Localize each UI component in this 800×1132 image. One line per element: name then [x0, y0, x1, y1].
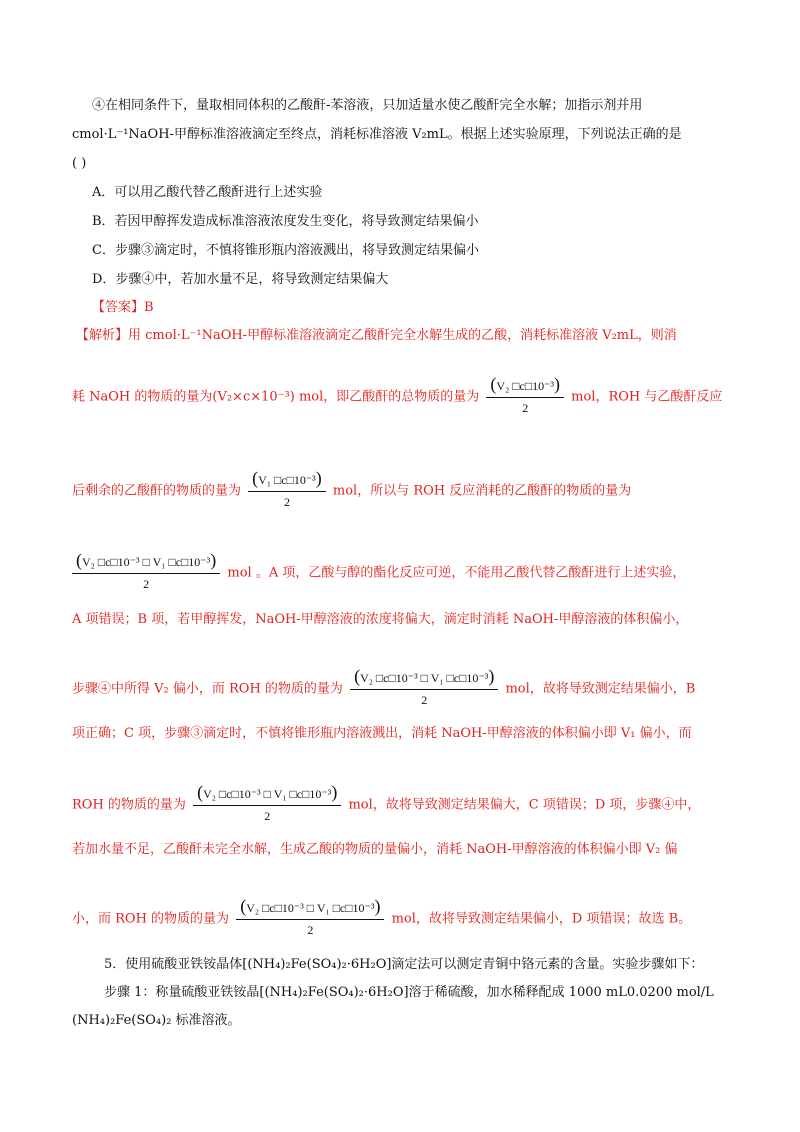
option-d: D．步骤④中，若加水量不足，将导致测定结果偏大 — [92, 272, 389, 287]
analysis-line4: $\frac{\text{(V₂ □c□10⁻³ □ V₁ □c□10⁻³)}}{2}$ mol 。A 项，乙酸与醇的酯化反应可逆，不能用乙酸代替乙酸酐进行上述实验， — [72, 552, 732, 594]
option-b: B．若因甲醇挥发造成标准溶液浓度发生变化，将导致测定结果偏小 — [92, 214, 479, 229]
option-c: C．步骤③滴定时，不慎将锥形瓶内溶液溅出，将导致测定结果偏小 — [92, 243, 479, 258]
answer-label: 【答案】B — [92, 300, 154, 315]
formula-remaining-anhydride: $\frac{\text{(V₁ □c□10⁻³)}}{2}$ — [248, 470, 326, 512]
option-a: A．可以用乙酸代替乙酸酐进行上述实验 — [92, 185, 323, 200]
formula-consumed-anhydride: $\frac{\text{(V₂ □c□10⁻³ □ V₁ □c□10⁻³)}}{2}$ — [72, 552, 220, 594]
formula-roh-d: $\frac{\text{(V₂ □c□10⁻³ □ V₁ □c□10⁻³)}}{2}$ — [236, 898, 384, 940]
formula-total-anhydride: $\frac{\text{(V₂ □c□10⁻³)}}{2}$ — [486, 376, 564, 418]
formula-roh-b: $\frac{\text{(V₂ □c□10⁻³ □ V₁ □c□10⁻³)}}{2}$ — [350, 668, 498, 710]
question-step4-line1: ④在相同条件下，量取相同体积的乙酸酐-苯溶液，只加适量水使乙酸酐完全水解；加指示剂并用 — [92, 98, 643, 113]
analysis-line8: ROH 的物质的量为 $\frac{\text{(V₂ □c□10⁻³ □ V₁ □c□10⁻³)}}{2}$ mol，故将导致测定结果偏大，C 项错误；D 项，步骤④中， — [72, 784, 732, 826]
analysis-line7: 项正确；C 项，步骤③滴定时，不慎将锥形瓶内溶液溅出，消耗 NaOH-甲醇溶液的体积偏小即 V₁ 偏小，而 — [72, 726, 692, 741]
analysis-line3: 后剩余的乙酸酐的物质的量为 $\frac{\text{(V₁ □c□10⁻³)}}{2}$ mol，所以与 ROH 反应消耗的乙酸酐的物质的量为 — [72, 470, 732, 512]
analysis-line5: A 项错误；B 项，若甲醇挥发，NaOH-甲醇溶液的浓度将偏大，滴定时消耗 NaOH-甲醇溶液的体积偏小， — [72, 612, 689, 627]
question-step4-line2: cmol·L⁻¹NaOH-甲醇标准溶液滴定至终点，消耗标准溶液 V₂mL。根据上述实验原理，下列说法正确的是 — [72, 127, 682, 142]
analysis-line2: 耗 NaOH 的物质的量为(V₂×c×10⁻³) mol，即乙酸酐的总物质的量为 $\frac{\text{(V₂ □c□10⁻³)}}{2}$ mol，ROH 与乙酸酐反应 — [72, 376, 732, 418]
analysis-line6: 步骤④中所得 V₂ 偏小，而 ROH 的物质的量为 $\frac{\text{(V₂ □c□10⁻³ □ V₁ □c□10⁻³)}}{2}$ mol，故将导致测定结果偏小，B — [72, 668, 732, 710]
formula-roh-c: $\frac{\text{(V₂ □c□10⁻³ □ V₁ □c□10⁻³)}}{2}$ — [193, 784, 341, 826]
analysis-line1: 【解析】用 cmol·L⁻¹NaOH-甲醇标准溶液滴定乙酸酐完全水解生成的乙酸，消耗标准溶液 V₂mL，则消 — [76, 328, 677, 343]
analysis-line10: 小，而 ROH 的物质的量为 $\frac{\text{(V₂ □c□10⁻³ □ V₁ □c□10⁻³)}}{2}$ mol，故将导致测定结果偏小，D 项错误；故选 B。 — [72, 898, 732, 940]
answer-blank: ( ) — [72, 156, 87, 171]
analysis-line9: 若加水量不足，乙酸酐未完全水解，生成乙酸的物质的量偏小，消耗 NaOH-甲醇溶液的体积偏小即 V₂ 偏 — [72, 842, 678, 857]
question5-line2: 步骤 1：称量硫酸亚铁铵晶[(NH₄)₂Fe(SO₄)₂·6H₂O]溶于稀硫酸，加水稀释配成 1000 mL0.0200 mol/L — [104, 985, 714, 1000]
question5-line3: (NH₄)₂Fe(SO₄)₂ 标准溶液。 — [72, 1013, 241, 1028]
question5-line1: 5．使用硫酸亚铁铵晶体[(NH₄)₂Fe(SO₄)₂·6H₂O]滴定法可以测定青铜中铬元素的含量。实验步骤如下： — [104, 957, 704, 972]
